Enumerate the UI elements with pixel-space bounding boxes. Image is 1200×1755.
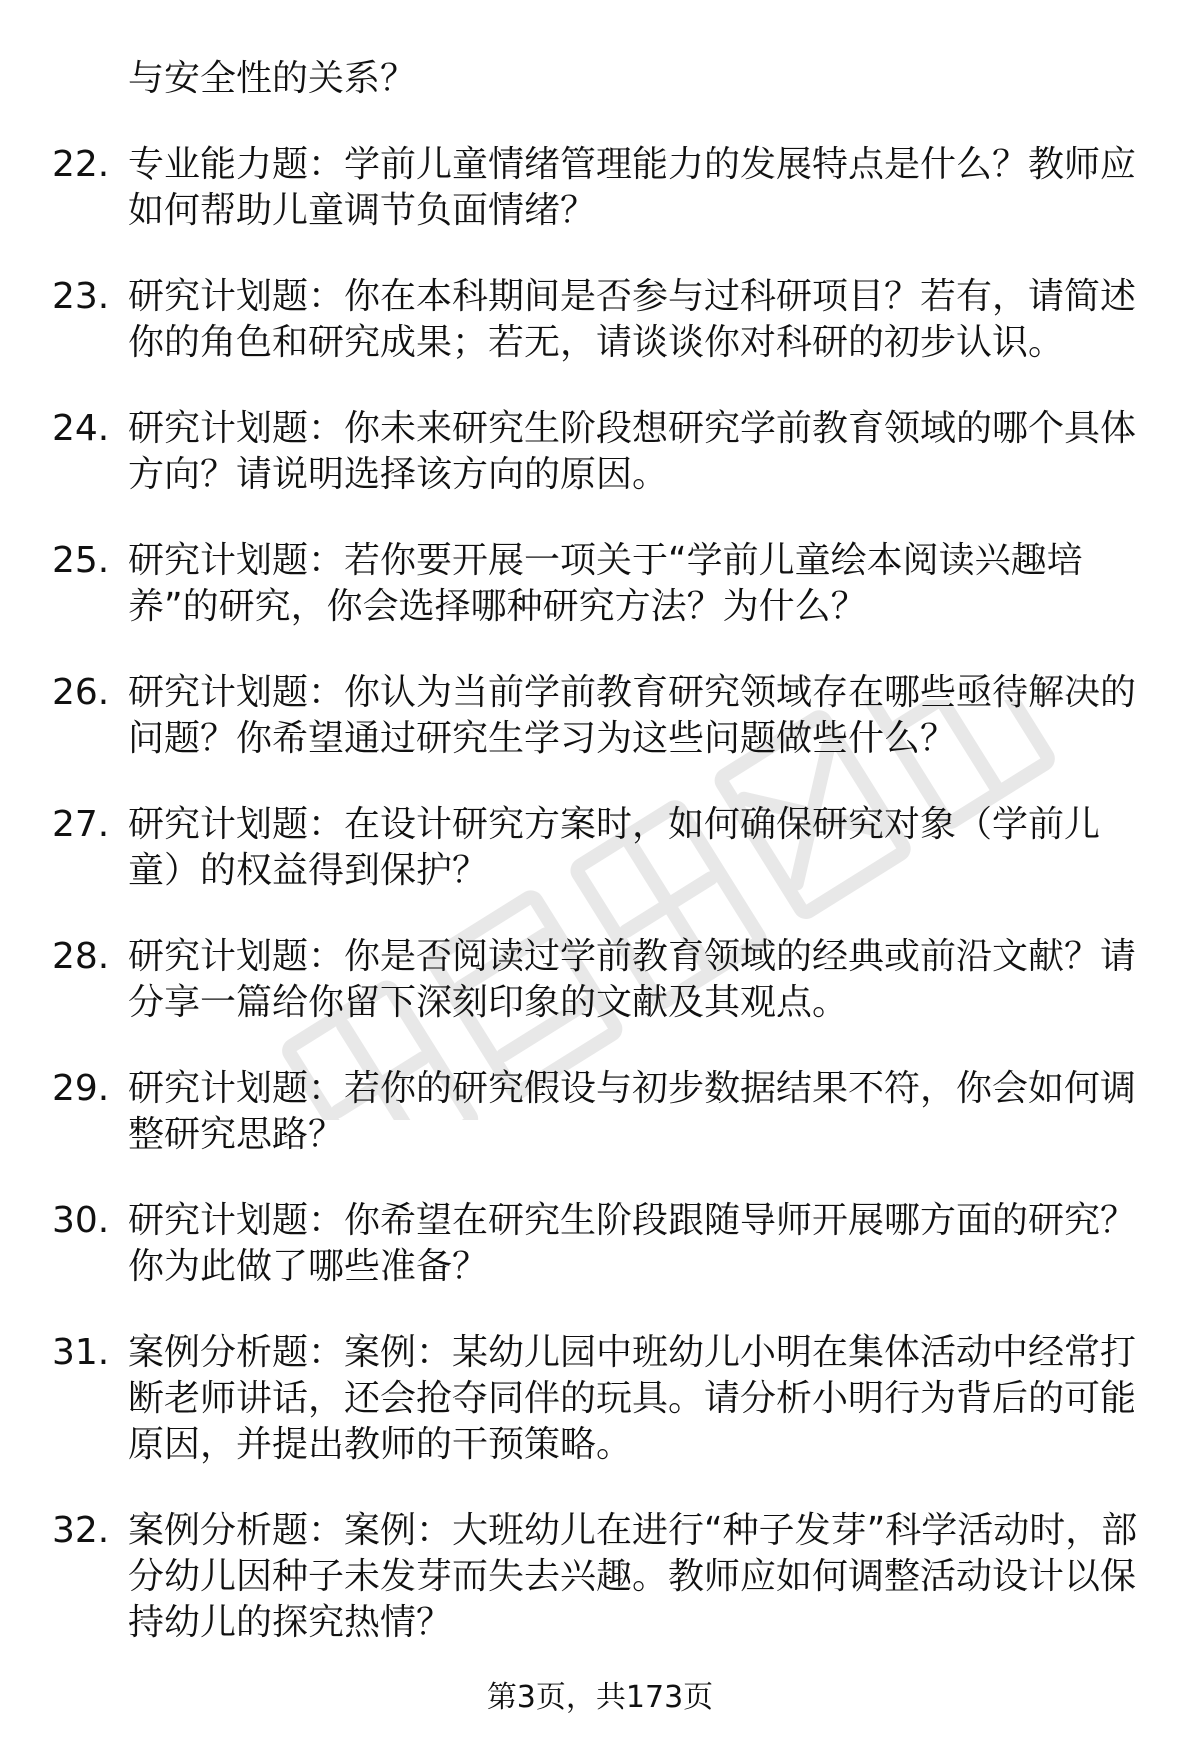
question-item <box>0 142 1200 234</box>
question-text: 案例分析题：案例：某幼儿园中班幼儿小明在集体活动中经常打断老师讲话，还会抢夺同伴的玩具。请分析小明行为背后的可能原因，并提出教师的干预策略。 <box>128 1332 1137 1465</box>
question-text: 研究计划题：若你的研究假设与初步数据结果不符，你会如何调整研究思路？ <box>128 1068 1137 1155</box>
question-item <box>0 406 1200 498</box>
question-text: 研究计划题：你未来研究生阶段想研究学前教育领域的哪个具体方向？请说明选择该方向的原因。 <box>128 408 1137 495</box>
question-text: 研究计划题：在设计研究方案时，如何确保研究对象（学前儿童）的权益得到保护？ <box>128 804 1101 891</box>
question-text: 专业能力题：学前儿童情绪管理能力的发展特点是什么？教师应如何帮助儿童调节负面情绪？ <box>128 144 1137 231</box>
question-list <box>0 142 1200 1686</box>
question-item <box>0 1508 1200 1646</box>
question-item <box>0 1066 1200 1158</box>
question-number: 25. <box>52 540 110 581</box>
question-item <box>0 934 1200 1026</box>
question-item <box>0 274 1200 366</box>
question-text: 研究计划题：你认为当前学前教育研究领域存在哪些亟待解决的问题？你希望通过研究生学习为这些问题做些什么？ <box>128 672 1137 759</box>
question-text: 研究计划题：你是否阅读过学前教育领域的经典或前沿文献？请分享一篇给你留下深刻印象的文献及其观点。 <box>128 936 1137 1023</box>
question-item <box>0 802 1200 894</box>
question-item <box>0 1330 1200 1468</box>
continuation-text: 与安全性的关系？ <box>128 58 417 99</box>
question-number: 27. <box>52 804 110 845</box>
question-number: 28. <box>52 936 110 977</box>
question-text: 研究计划题：你希望在研究生阶段跟随导师开展哪方面的研究？你为此做了哪些准备？ <box>128 1200 1137 1287</box>
question-number: 32. <box>52 1510 110 1551</box>
question-number: 26. <box>52 672 110 713</box>
question-number: 24. <box>52 408 110 449</box>
question-number: 22. <box>52 144 110 185</box>
question-number: 23. <box>52 276 110 317</box>
page-footer: 第3页，共173页 <box>486 1680 714 1715</box>
question-text: 案例分析题：案例：大班幼儿在进行“种子发芽”科学活动时，部分幼儿因种子未发芽而失去兴趣。教师应如何调整活动设计以保持幼儿的探究热情？ <box>128 1510 1138 1643</box>
question-text: 研究计划题：你在本科期间是否参与过科研项目？若有，请简述你的角色和研究成果；若无，请谈谈你对科研的初步认识。 <box>128 276 1137 363</box>
question-text: 研究计划题：若你要开展一项关于“学前儿童绘本阅读兴趣培养”的研究，你会选择哪种研究方法？为什么？ <box>128 540 1083 627</box>
question-item <box>0 1198 1200 1290</box>
question-item <box>0 670 1200 762</box>
question-number: 29. <box>52 1068 110 1109</box>
question-item <box>0 538 1200 630</box>
question-number: 31. <box>52 1332 110 1373</box>
question-number: 30. <box>52 1200 110 1241</box>
